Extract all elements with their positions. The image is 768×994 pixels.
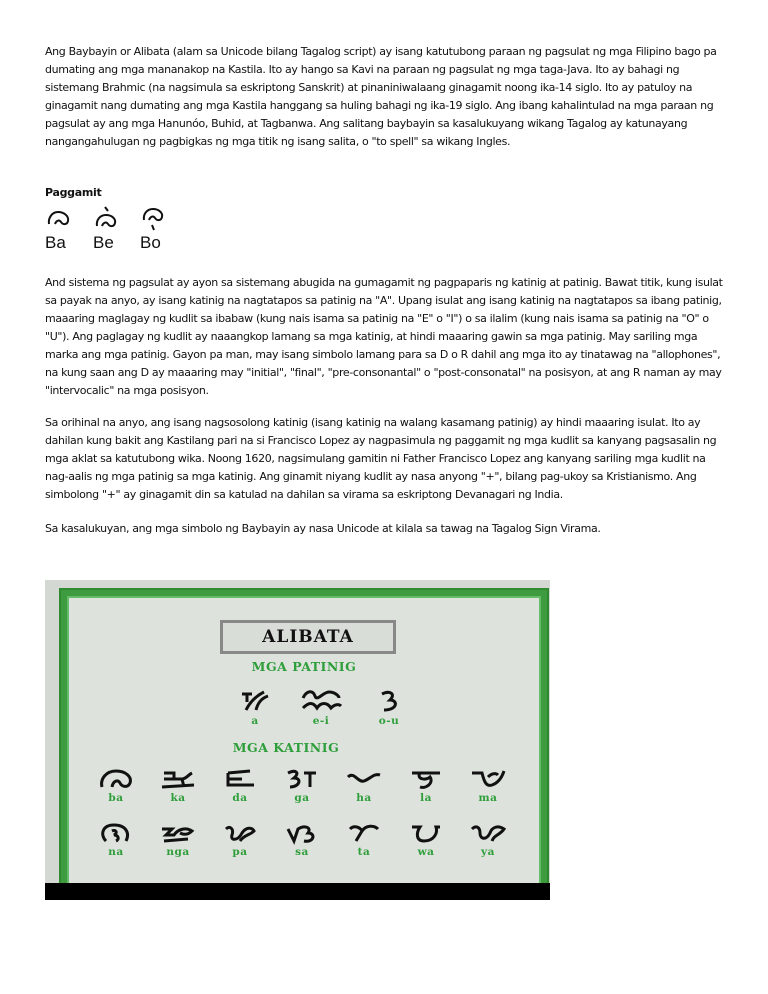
baybayin-ka-glyph: [158, 767, 198, 791]
baybayin-na-glyph: [96, 821, 136, 845]
sample-be: [93, 205, 121, 253]
alibata-title-box: [220, 620, 396, 654]
baybayin-bo-icon: [140, 205, 168, 231]
sample-ba: [45, 205, 73, 253]
image-bottom-bar: [45, 883, 550, 900]
baybayin-da-glyph: [220, 767, 260, 791]
consonant-ma: ma: [460, 767, 516, 804]
consonant-ka: ka: [150, 767, 206, 804]
alibata-board: [61, 590, 547, 894]
baybayin-ha-glyph: [344, 767, 384, 791]
consonant-da: da: [212, 767, 268, 804]
baybayin-be-icon: [93, 205, 121, 231]
consonant-wa: wa: [398, 821, 454, 858]
alibata-title: ALIBATA: [262, 627, 354, 647]
baybayin-nga-glyph: [158, 821, 198, 845]
consonant-nga: nga: [150, 821, 206, 858]
baybayin-a-icon: [238, 688, 272, 714]
baybayin-ba-icon: [45, 205, 73, 231]
usage-heading: Paggamit: [45, 186, 102, 199]
baybayin-wa-glyph: [406, 821, 446, 845]
unicode-paragraph: Sa kasalukuyan, ang mga simbolo ng Baybayin ay nasa Unicode at kilala sa tawag na Tagalog Sign Virama.: [45, 522, 601, 535]
sample-bo: [140, 205, 168, 253]
baybayin-la-glyph: [406, 767, 446, 791]
baybayin-o-u-icon: [372, 688, 406, 714]
baybayin-ga-glyph: [282, 767, 322, 791]
sample-label: Bo: [140, 233, 161, 252]
consonant-na: na: [88, 821, 144, 858]
consonant-la: la: [398, 767, 454, 804]
baybayin-ta-glyph: [344, 821, 384, 845]
sample-label: Be: [93, 233, 114, 252]
baybayin-e-i-icon: [299, 688, 343, 714]
vowels-heading: MGA PATINIG: [251, 659, 357, 674]
baybayin-ma-glyph: [468, 767, 508, 791]
sample-label: Ba: [45, 233, 66, 252]
baybayin-ba-glyph: [96, 767, 136, 791]
consonant-ya: ya: [460, 821, 516, 858]
consonant-ga: ga: [274, 767, 330, 804]
consonants-heading: MGA KATINIG: [232, 740, 340, 755]
consonant-ta: ta: [336, 821, 392, 858]
usage-paragraph: And sistema ng pagsulat ay ayon sa sistemang abugida na gumagamit ng pagpaparis ng katinig at patinig. Bawat titik, kung isulat sa payak na anyo, ay isang katinig na nagtatapos sa patinig na "A". Upang isulat ang isang katinig na nagtatapos sa ibang patinig, maaaring maglagay ng kudlit sa ibabaw (kung nais isama sa patinig na "E" o "I") o sa ilalim (kung nais isama sa patinig na "O" o "U"). Ang paglagay ng kudlit ay naaangkop lamang sa mga katinig, at hindi maaaring gawin sa mga patinig. May sariling mga marka ang mga patinig. Gayon pa man, may isang simbolo lamang para sa D o R dahil ang mga ito ay tinatawag na "allophones", na kung saan ang D ay maaaring may "initial", "final", "pre-consonantal" o "post-consonatal" na posisyon, at ang R naman ay may "intervocalic" na mga posisyon.: [45, 276, 723, 397]
consonant-ha: ha: [336, 767, 392, 804]
consonant-sa: sa: [274, 821, 330, 858]
history-paragraph: Sa orihinal na anyo, ang isang nagsosolong katinig (isang katinig na walang kasamang patinig) ay hindi maaaring isulat. Ito ay dahilan kung bakit ang Kastilang pari na si Francisco Lopez ay nagpasimula ng paggamit ng mga kudlit sa kanyang pagsasalin ng mga aklat sa katutubong wika. Noong 1620, nagsimulang gamitin ni Father Francisco Lopez ang kanyang sariling mga kudlit na nag-aalis ng mga patinig sa mga katinig. Ang ginamit niyang kudlit ay nasa anyong "+", bilang pag-ukoy sa Kristianismo. Ang simbolong "+" ay ginagamit din sa katulad na dahilan sa virama sa eskriptong Devanagari ng India.: [45, 416, 717, 501]
vowel-o-u: o-u: [361, 688, 417, 727]
alibata-chart-image: [45, 580, 550, 900]
baybayin-ya-glyph: [468, 821, 508, 845]
vowel-e-i: e-i: [293, 688, 349, 727]
consonant-ba: ba: [88, 767, 144, 804]
intro-paragraph: Ang Baybayin or Alibata (alam sa Unicode bilang Tagalog script) ay isang katutubong paraan ng pagsulat ng mga Filipino bago pa dumating ang mga mananakop na Kastila. Ito ay hango sa Kavi na paraan ng pagsulat ng mga taga-Java. Ito ay bahagi ng sistemang Brahmic (na nagsimula sa eskriptong Sanskrit) at pinaniniwalaang ginagamit noong ika-14 siglo. Ito ay patuloy na ginagamit nang dumating ang mga Kastila hanggang sa huling bahagi ng ika-19 siglo. Ang ibang kahalintulad na mga paraan ng pagsulat ay ang mga Hanunóo, Buhid, at Tagbanwa. Ang salitang baybayin sa kasalukuyang wikang Tagalog ay katunayang nangangahulugan ng pagbigkas ng mga titik ng isang salita, o "to spell" sa wikang Ingles.: [45, 45, 717, 148]
baybayin-pa-glyph: [220, 821, 260, 845]
vowel-a: a: [227, 688, 283, 727]
consonant-pa: pa: [212, 821, 268, 858]
baybayin-sa-glyph: [282, 821, 322, 845]
